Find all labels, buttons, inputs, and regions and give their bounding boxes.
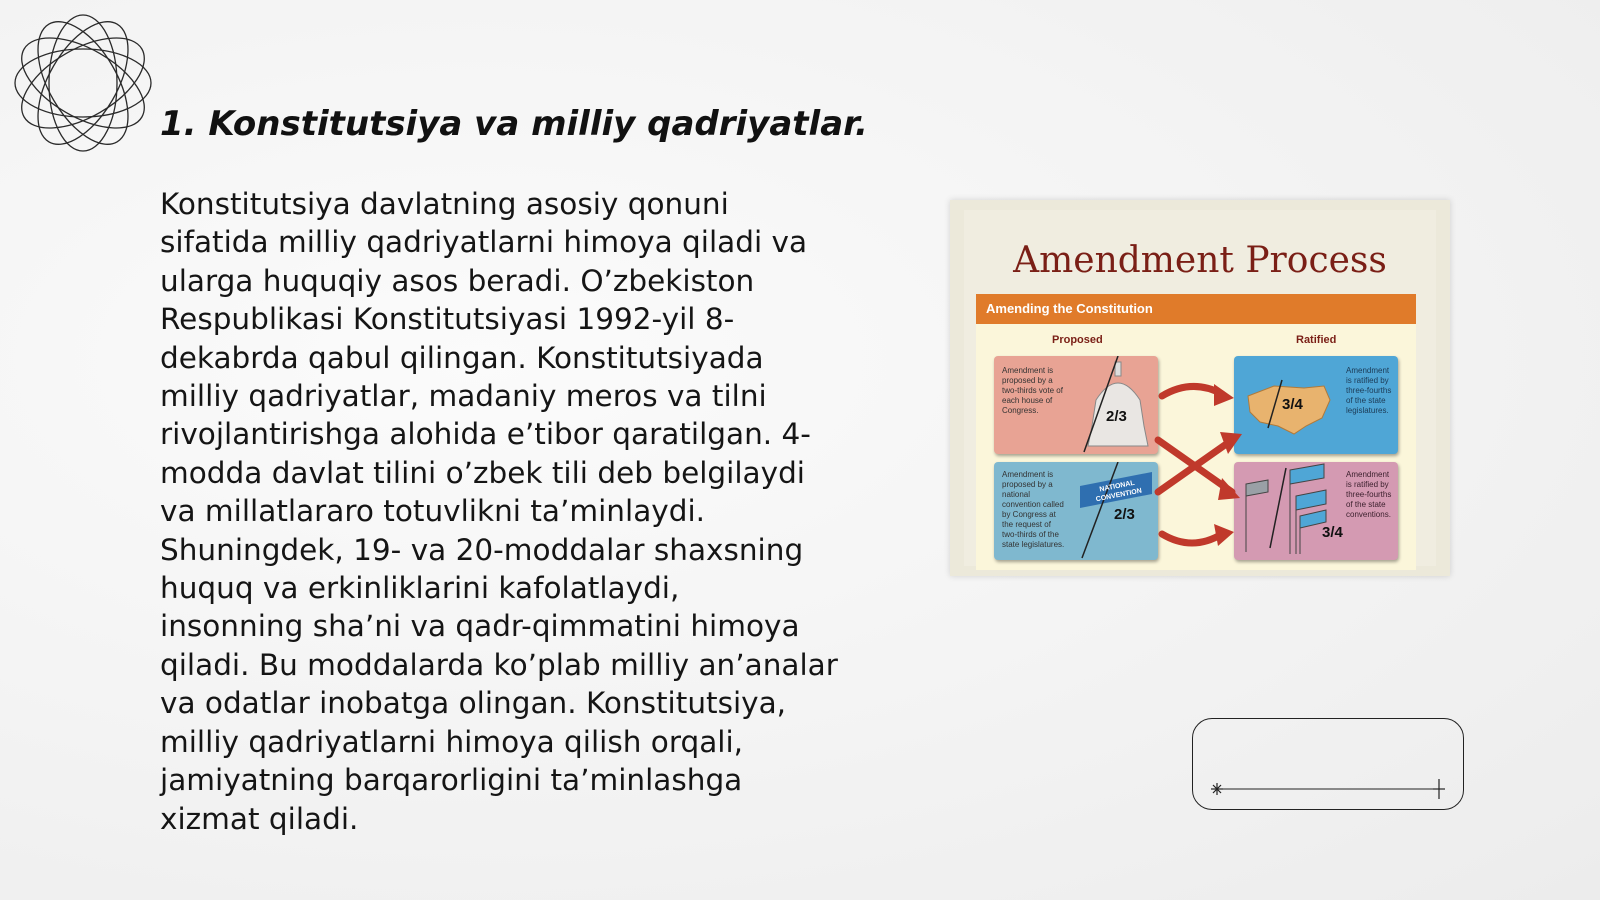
body-line: va odatlar inobatga olingan. Konstitutsiya, (160, 686, 787, 721)
conventions-ratification-box (1234, 462, 1398, 560)
legislatures-fraction: 3/4 (1282, 396, 1303, 413)
ratified-label: Ratified (1296, 334, 1337, 346)
body-line: Konstitutsiya davlatning asosiy qonuni (160, 187, 729, 221)
flags-icon (1234, 462, 1344, 560)
body-line: milliy qadriyatlar, madaniy meros va tilni (160, 379, 767, 414)
convention-proposal-text: Amendment is proposed by a national convention called by Congress at the request of two-thirds of the state legislatures. (1002, 470, 1065, 549)
proposed-label: Proposed (1052, 334, 1103, 346)
body-line: dekabrda qabul qilingan. Konstitutsiyada (160, 340, 764, 375)
convention-fraction: 2/3 (1114, 506, 1135, 523)
body-line: milliy qadriyatlarni himoya qilish orqali, (160, 724, 744, 759)
body-line: va millatlararo totuvlikni ta’minlaydi. (160, 494, 706, 529)
conventions-ratification-text: Amendment is ratified by three-fourths of the state conventions. (1346, 470, 1392, 519)
slide-body-text (160, 185, 850, 838)
process-arrows-icon (1148, 374, 1244, 554)
diagram-panel-area (976, 324, 1416, 570)
slide-title: 1. Konstitutsiya va milliy qadriyatlar. (160, 104, 868, 144)
body-line: sifatida milliy qadriyatlarni himoya qiladi va (160, 225, 808, 260)
body-line: modda davlat tilini o’zbek tili deb belgilaydi (160, 455, 805, 490)
capitol-dome-icon (1078, 356, 1158, 454)
body-line: Respublikasi Konstitutsiyasi 1992-yil 8- (160, 302, 735, 337)
amendment-process-diagram (950, 200, 1450, 576)
congress-proposal-box (994, 356, 1158, 454)
body-line: insonning sha’ni va qadr-qimmatini himoya (160, 609, 800, 644)
decorative-line-icon (1193, 719, 1465, 811)
body-line: Shuningdek, 19- va 20-moddalar shaxsning (160, 532, 804, 567)
body-line: huquq va erkinliklarini kafolatlaydi, (160, 571, 680, 606)
body-line: ularga huquqiy asos beradi. O’zbekiston (160, 263, 755, 298)
legislatures-ratification-text: Amendment is ratified by three-fourths of the state legislatures. (1346, 366, 1392, 415)
conventions-fraction: 3/4 (1322, 524, 1343, 541)
congress-proposal-text: Amendment is proposed by a two-thirds vote of each house of Congress. (1002, 366, 1063, 415)
convention-proposal-box (994, 462, 1158, 560)
diagram-title: Amendment Process (1013, 240, 1387, 281)
legislatures-ratification-box (1234, 356, 1398, 454)
congress-fraction: 2/3 (1106, 408, 1127, 425)
body-line: qiladi. Bu moddalarda ko’plab milliy an’analar (160, 647, 838, 682)
body-line: rivojlantirishga alohida e’tibor qaratilgan. 4- (160, 417, 811, 452)
body-line: jamiyatning barqarorligini ta’minlashga (160, 763, 743, 798)
body-line: xizmat qiladi. (160, 801, 359, 836)
diagram-inner (964, 210, 1436, 566)
decorative-line-box (1192, 718, 1464, 810)
convention-sign-text: NATIONAL CONVENTION (1095, 479, 1143, 504)
diagram-banner: Amending the Constitution (976, 294, 1416, 324)
spirograph-decoration-icon (8, 8, 158, 158)
